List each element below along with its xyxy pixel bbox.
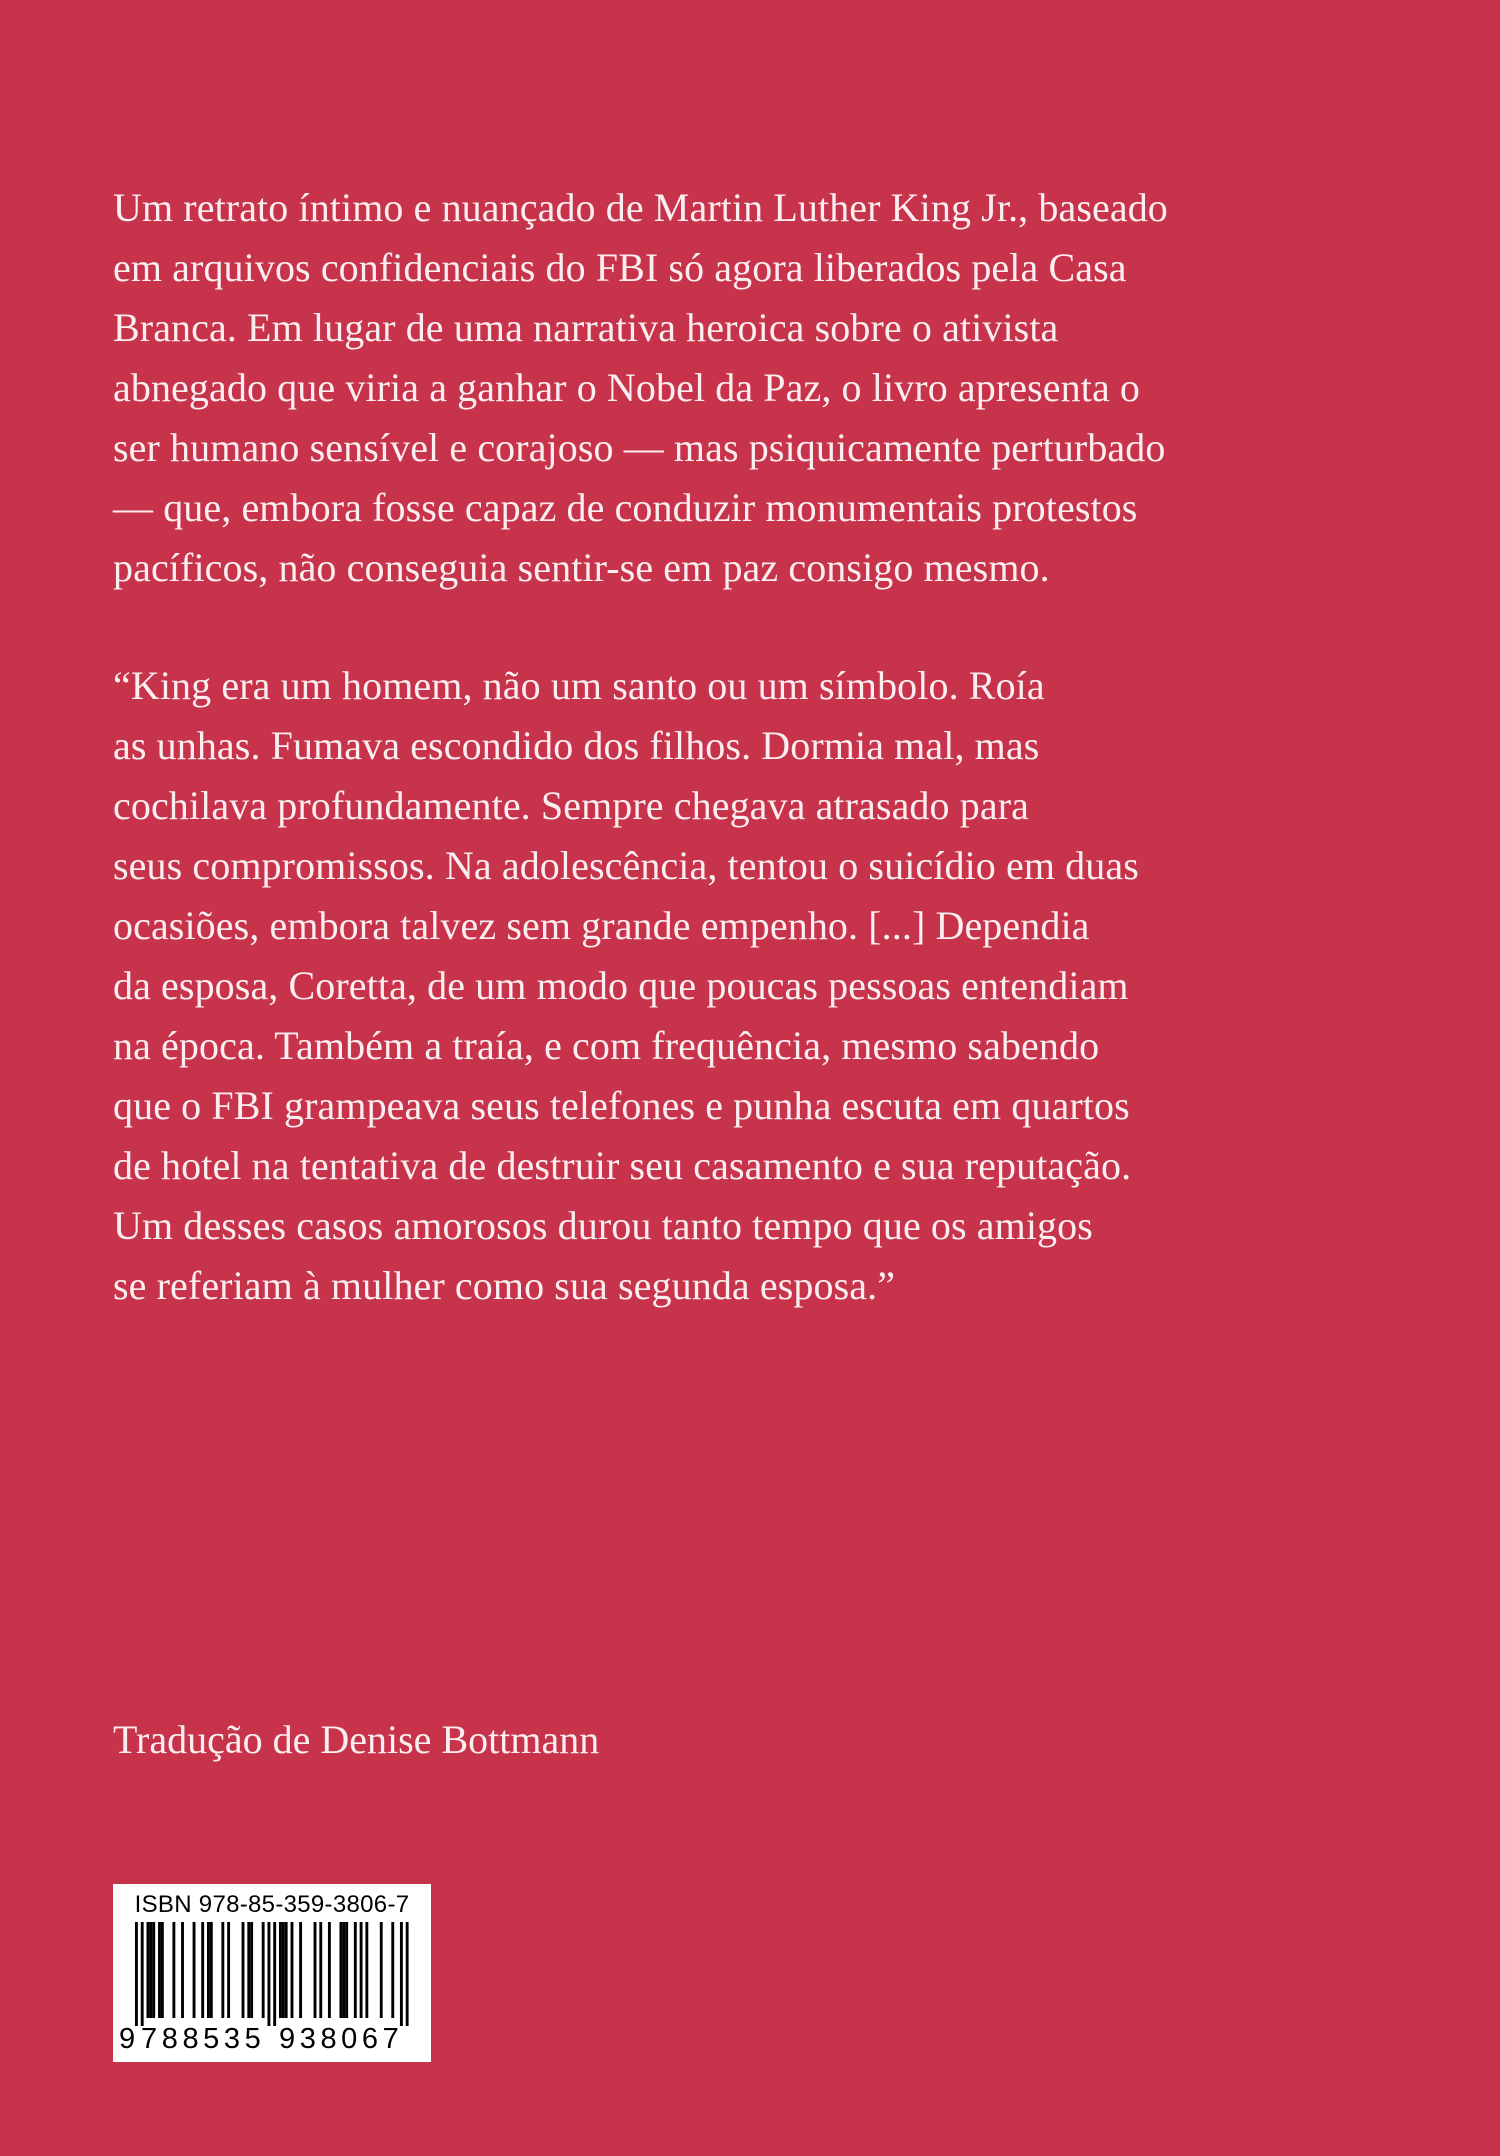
barcode-bar <box>149 1922 152 2018</box>
blurb-line: em arquivos confidenciais do FBI só agora liberados pela Casa <box>113 245 1127 290</box>
barcode-guard-bar <box>141 1922 144 2026</box>
blurb-line: Branca. Em lugar de uma narrativa heroica sobre o ativista <box>113 305 1059 350</box>
barcode-bar <box>207 1922 210 2018</box>
barcode-bar <box>193 1922 196 2018</box>
barcode-bar <box>172 1922 175 2018</box>
barcode-bar <box>342 1922 345 2018</box>
barcode-guard-bar <box>273 1922 276 2026</box>
barcode-bar <box>339 1922 342 2018</box>
barcode-bar <box>282 1922 285 2018</box>
barcode-bars <box>113 1922 431 2026</box>
quote-line: as unhas. Fumava escondido dos filhos. Dormia mal, mas <box>113 723 1040 768</box>
blurb-line: abnegado que viria a ganhar o Nobel da Paz, o livro apresenta o <box>113 365 1141 410</box>
barcode-bar <box>380 1922 383 2018</box>
barcode-bar <box>291 1922 294 2018</box>
barcode-bar <box>299 1922 302 2018</box>
isbn-barcode <box>113 1884 431 2062</box>
barcode-bar <box>391 1922 394 2018</box>
barcode-bar <box>227 1922 230 2018</box>
barcode-bar <box>221 1922 224 2018</box>
blurb-paragraph <box>113 178 1353 598</box>
quote-line: de hotel na tentativa de destruir seu casamento e sua reputação. <box>113 1143 1132 1188</box>
barcode-bar <box>152 1922 155 2018</box>
translation-credit: Tradução de Denise Bottmann <box>113 1717 600 1762</box>
blurb-line: — que, embora fosse capaz de conduzir monumentais protestos <box>113 485 1138 530</box>
blurb-line: pacíficos, não conseguia sentir-se em paz consigo mesmo. <box>113 545 1050 590</box>
isbn-label: ISBN 978-85-359-3806-7 <box>134 1891 410 1918</box>
barcode-bar <box>319 1922 322 2018</box>
barcode-guard-bar <box>267 1922 270 2026</box>
barcode-bar <box>181 1922 184 2018</box>
barcode-bar <box>210 1922 213 2018</box>
barcode-bar <box>250 1922 253 2018</box>
quote-line: na época. Também a traía, e com frequência, mesmo sabendo <box>113 1023 1100 1068</box>
quote-line: cochilava profundamente. Sempre chegava atrasado para <box>113 783 1029 828</box>
barcode-digits-left: 788535 <box>141 2023 266 2055</box>
barcode-bar <box>328 1922 331 2018</box>
barcode-bar <box>161 1922 164 2018</box>
barcode-bar <box>158 1922 161 2018</box>
blurb-line: Um retrato íntimo e nuançado de Martin Luther King Jr., baseado <box>113 185 1168 230</box>
quote-paragraph <box>113 656 1353 1316</box>
quote-line: ocasiões, embora talvez sem grande empenho. [...] Dependia <box>113 903 1090 948</box>
barcode-bar <box>314 1922 317 2018</box>
barcode-bar <box>360 1922 363 2018</box>
barcode-bar <box>147 1922 150 2018</box>
barcode-bar <box>201 1922 204 2018</box>
barcode-bar <box>279 1922 282 2018</box>
barcode-bar <box>354 1922 357 2018</box>
barcode-bar <box>262 1922 265 2018</box>
quote-line: “King era um homem, não um santo ou um símbolo. Roía <box>113 663 1045 708</box>
barcode-guard-bar <box>135 1922 138 2026</box>
barcode-bar <box>345 1922 348 2018</box>
barcode-bar <box>247 1922 250 2018</box>
quote-line: Um desses casos amorosos durou tanto tempo que os amigos <box>113 1203 1093 1248</box>
barcode-digits-right: 938067 <box>279 2023 404 2055</box>
quote-line: da esposa, Coretta, de um modo que poucas pessoas entendiam <box>113 963 1129 1008</box>
barcode-bar <box>242 1922 245 2018</box>
barcode-digit-lead: 9 <box>119 2023 136 2055</box>
quote-line: seus compromissos. Na adolescência, tentou o suicídio em duas <box>113 843 1139 888</box>
barcode-guard-bar <box>406 1922 409 2026</box>
quote-line: se referiam à mulher como sua segunda esposa.” <box>113 1263 896 1308</box>
quote-line: que o FBI grampeava seus telefones e punha escuta em quartos <box>113 1083 1130 1128</box>
barcode-digits <box>113 2022 431 2056</box>
blurb-line: ser humano sensível e corajoso — mas psiquicamente perturbado <box>113 425 1166 470</box>
barcode-bar <box>285 1922 288 2018</box>
barcode-guard-bar <box>400 1922 403 2026</box>
barcode-bar <box>365 1922 368 2018</box>
